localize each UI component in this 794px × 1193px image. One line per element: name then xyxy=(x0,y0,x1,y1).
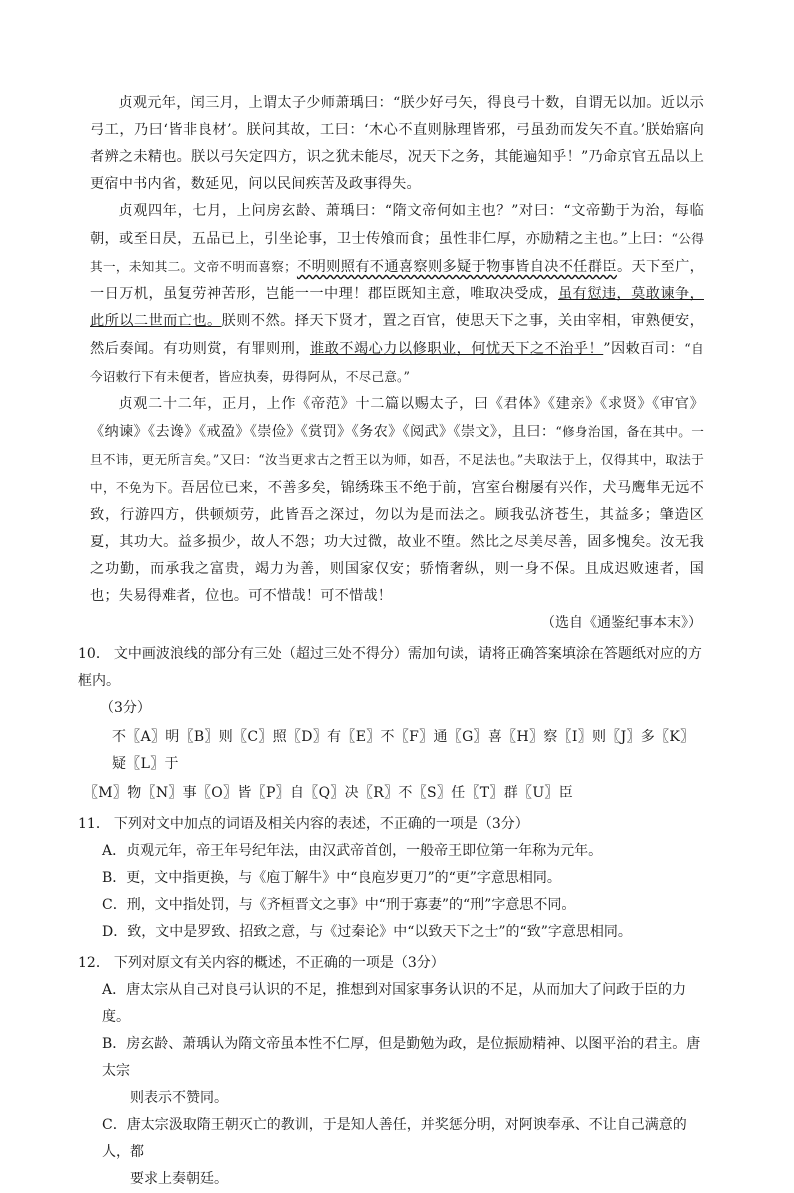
option-b: B．更，文中指更换，与《庖丁解牛》中“良庖岁更刀”的“更”字意思相同。 xyxy=(102,870,561,886)
passage-quote: “修身治国，备在其中。一旦不讳，更无所言矣。”又曰：“汝当更求古之哲王以为师，如吾，不足法也。”夫取法于上，仅得其中，取法于中，不免为下。 xyxy=(90,424,704,495)
option-text: B．房玄龄、萧瑀认为隋文帝虽本性不仁厚，但是勤勉为政，是位振励精神、以图平治的君主。唐太宗 xyxy=(102,1036,701,1079)
wavy-underlined-text: 不明则照有不通喜察则多疑于物事皆自决不任群臣 xyxy=(296,259,617,275)
option-text-continued: 要求上奏朝廷。 xyxy=(130,1171,228,1187)
question-text: 下列对原文有关内容的概述，不正确的一项是（3分） xyxy=(113,955,445,971)
option-d: D．致，文中是罗致、招致之意，与《过秦论》中“以致天下之士”的“致”字意思相同。 xyxy=(102,924,632,940)
question-number: 10． xyxy=(78,646,110,662)
underlined-sentence: 虽有愆违，莫敢谏争，此所以二世而亡也。 xyxy=(90,286,704,329)
option-text: C．唐太宗汲取隋王朝灭亡的教训，于是知人善任，并奖惩分明，对阿谀奉承、不让自己满意的人，都 xyxy=(102,1117,687,1160)
option-a: A．唐太宗从自己对良弓认识的不足，推想到对国家事务认识的不足，从而加大了问政于臣的力度。 xyxy=(102,982,687,1025)
question-text: 下列对文中加点的词语及相关内容的表述，不正确的一项是（3分） xyxy=(113,816,529,832)
question-10 xyxy=(78,641,704,722)
option-a: A．贞观元年，帝王年号纪年法，由汉武帝首创，一般帝王即位第一年称为元年。 xyxy=(102,843,603,859)
underlined-sentence: 谁敢不竭心力以修职业，何忧天下之不治乎！ xyxy=(309,341,604,357)
passage-quote: “自今诏敕行下有未便者，皆应执奏，毋得阿从，不尽己意。” xyxy=(90,341,704,384)
passage-text: 朕则不然。择天下贤才，置之百官，使思天下之事，关由宰相，审熟便安，然后奏闻。有功则赏，有罪则刑， xyxy=(90,313,704,357)
question-score: （3分） xyxy=(100,700,151,716)
passage-paragraph-1 xyxy=(90,90,704,198)
question-text: 文中画波浪线的部分有三处（超过三处不得分）需加句读，请将正确答案填涂在答题纸对应的方框内。 xyxy=(78,646,702,689)
option-c xyxy=(102,1112,704,1193)
passage-quote: “公得其一，未知其二。文帝不明而喜察； xyxy=(90,231,705,274)
question-number: 11． xyxy=(78,816,110,832)
passage-source: （选自《通鉴纪事本末》） xyxy=(541,615,702,631)
passage-text: ”因敕百司： xyxy=(603,341,685,357)
passage-text: 。天下至广，一日万机，虽复劳神苦形，岂能一一中理！郡臣既知主意，唯取决受成， xyxy=(90,259,705,302)
passage-text: 贞观元年，闰三月，上谓太子少师萧瑀曰：“朕少好弓矢，得良弓十数，自谓无以加。近以示弓工，乃曰‘皆非良材’。朕问其故，工曰：‘木心不直则脉理皆邪，弓虽劲而发矢不直。’朕始寤向者辨之未精也。朕以弓矢定四方，识之犹未能尽，况天下之务，其能遍知乎！”乃命京官五品以上更宿中书内省，数延见，问以民间疾苦及政事得失。 xyxy=(90,95,704,192)
question-12 xyxy=(78,950,704,977)
passage-text: 贞观四年，七月，上问房玄龄、萧瑀曰：“隋文帝何如主也？”对曰：“文帝勤于为治，每临朝，或至日昃，五品已上，引坐论事，卫士传飧而食；虽性非仁厚，亦励精之主也。”上曰： xyxy=(90,203,704,247)
question-number: 12． xyxy=(78,955,110,971)
option-b xyxy=(102,1031,704,1112)
option-c: C．刑，文中指处罚，与《齐桓晋文之事》中“刑于寡妻”的“刑”字意思不同。 xyxy=(102,897,576,913)
answer-grid-row-1: 不〖A〗明〖B〗则〖C〗照〖D〗有〖E〗不〖F〗通〖G〗喜〖H〗察〖I〗则〖J〗多〖K〗疑〖L〗于 xyxy=(112,729,695,772)
passage-text: 吾居位已来，不善多矣，锦绣珠玉不绝于前，宫室台榭屡有兴作，犬马鹰隼无远不致，行游四方，供顿烦劳，此皆吾之深过，勿以为是而法之。顾我弘济苍生，其益多；肇造区夏，其功大。益多损少，故人不怨；功大过微，故业不堕。然比之尽美尽善，固多愧矣。汝无我之功勤，而承我之富贵，竭力为善，则国家仅安；骄惰奢纵，则一身不保。且成迟败速者，国也；失易得难者，位也。可不惜哉！可不惜哉！ xyxy=(90,480,704,604)
option-text-continued: 则表示不赞同。 xyxy=(130,1090,228,1106)
passage-paragraph-3 xyxy=(90,391,704,610)
answer-grid-row-2: 〖M〗物〖N〗事〖O〗皆〖P〗自〖Q〗决〖R〗不〖S〗任〖T〗群〖U〗臣 xyxy=(84,785,574,801)
passage-paragraph-2 xyxy=(90,198,704,391)
passage-text: 贞观二十二年，正月，上作《帝范》十二篇以赐太子，曰《君体》《建亲》《求贤》《审官》《纳谏》《去谗》《戒盈》《崇俭》《赏罚》《务农》《阅武》《崇文》，且曰： xyxy=(90,396,704,440)
question-11 xyxy=(78,811,704,838)
